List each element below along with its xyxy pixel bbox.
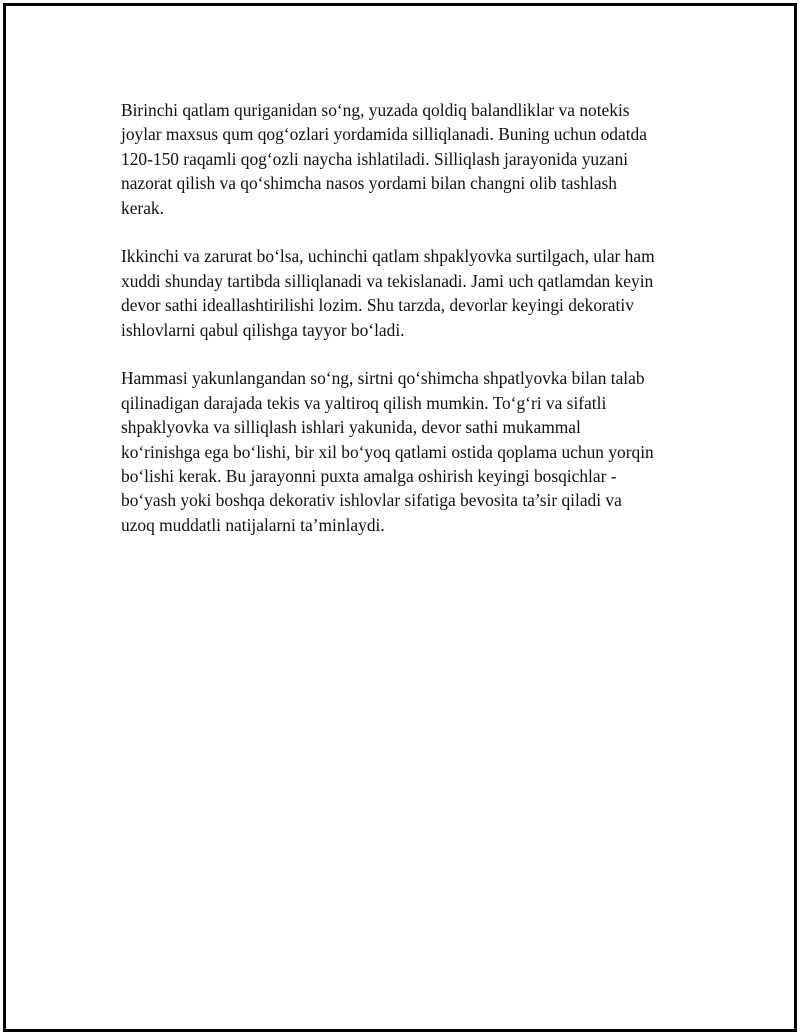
page-frame (3, 3, 797, 1032)
paragraph-line: uzoq muddatli natijalarni ta’minlaydi. (121, 514, 385, 535)
paragraph-line: Birinchi qatlam quriganidan so‘ng, yuzada qoldiq balandliklar va notekis (121, 100, 630, 120)
paragraph-line: bo‘yash yoki boshqa dekorativ ishlovlar sifatiga bevosita ta’sir qiladi va (121, 490, 622, 511)
paragraph-line: xuddi shunday tartibda silliqlanadi va tekislanadi. Jami uch qatlamdan keyin (121, 270, 654, 291)
paragraph-3 (121, 366, 696, 537)
paragraph-line: bo‘lishi kerak. Bu jarayonni puxta amalga oshirish keyingi bosqichlar - (121, 466, 617, 487)
paragraph-line: shpaklyovka va silliqlash ishlari yakunida, devor sathi mukammal (121, 417, 581, 438)
paragraph-line: 120-150 raqamli qog‘ozli naycha ishlatiladi. Silliqlash jarayonida yuzani (121, 148, 629, 169)
paragraph-1 (121, 98, 696, 220)
document-body (121, 98, 696, 562)
paragraph-line: kerak. (121, 197, 164, 218)
paragraph-line: ko‘rinishga ega bo‘lishi, bir xil bo‘yoq qatlami ostida qoplama uchun yorqin (121, 441, 654, 462)
paragraph-line: Ikkinchi va zarurat bo‘lsa, uchinchi qatlam shpaklyovka surtilgach, ular ham (121, 246, 655, 267)
paragraph-line: Hammasi yakunlangandan so‘ng, sirtni qo‘shimcha shpatlyovka bilan talab (121, 368, 645, 389)
paragraph-line: ishlovlarni qabul qilishga tayyor bo‘ladi. (121, 319, 405, 340)
paragraph-line: qilinadigan darajada tekis va yaltiroq qilish mumkin. To‘g‘ri va sifatli (121, 392, 607, 413)
paragraph-line: devor sathi ideallashtirilishi lozim. Shu tarzda, devorlar keyingi dekorativ (121, 295, 634, 316)
paragraph-line: joylar maxsus qum qog‘ozlari yordamida silliqlanadi. Buning uchun odatda (121, 124, 647, 145)
paragraph-line: nazorat qilish va qo‘shimcha nasos yordami bilan changni olib tashlash (121, 173, 618, 194)
paragraph-2 (121, 244, 696, 342)
